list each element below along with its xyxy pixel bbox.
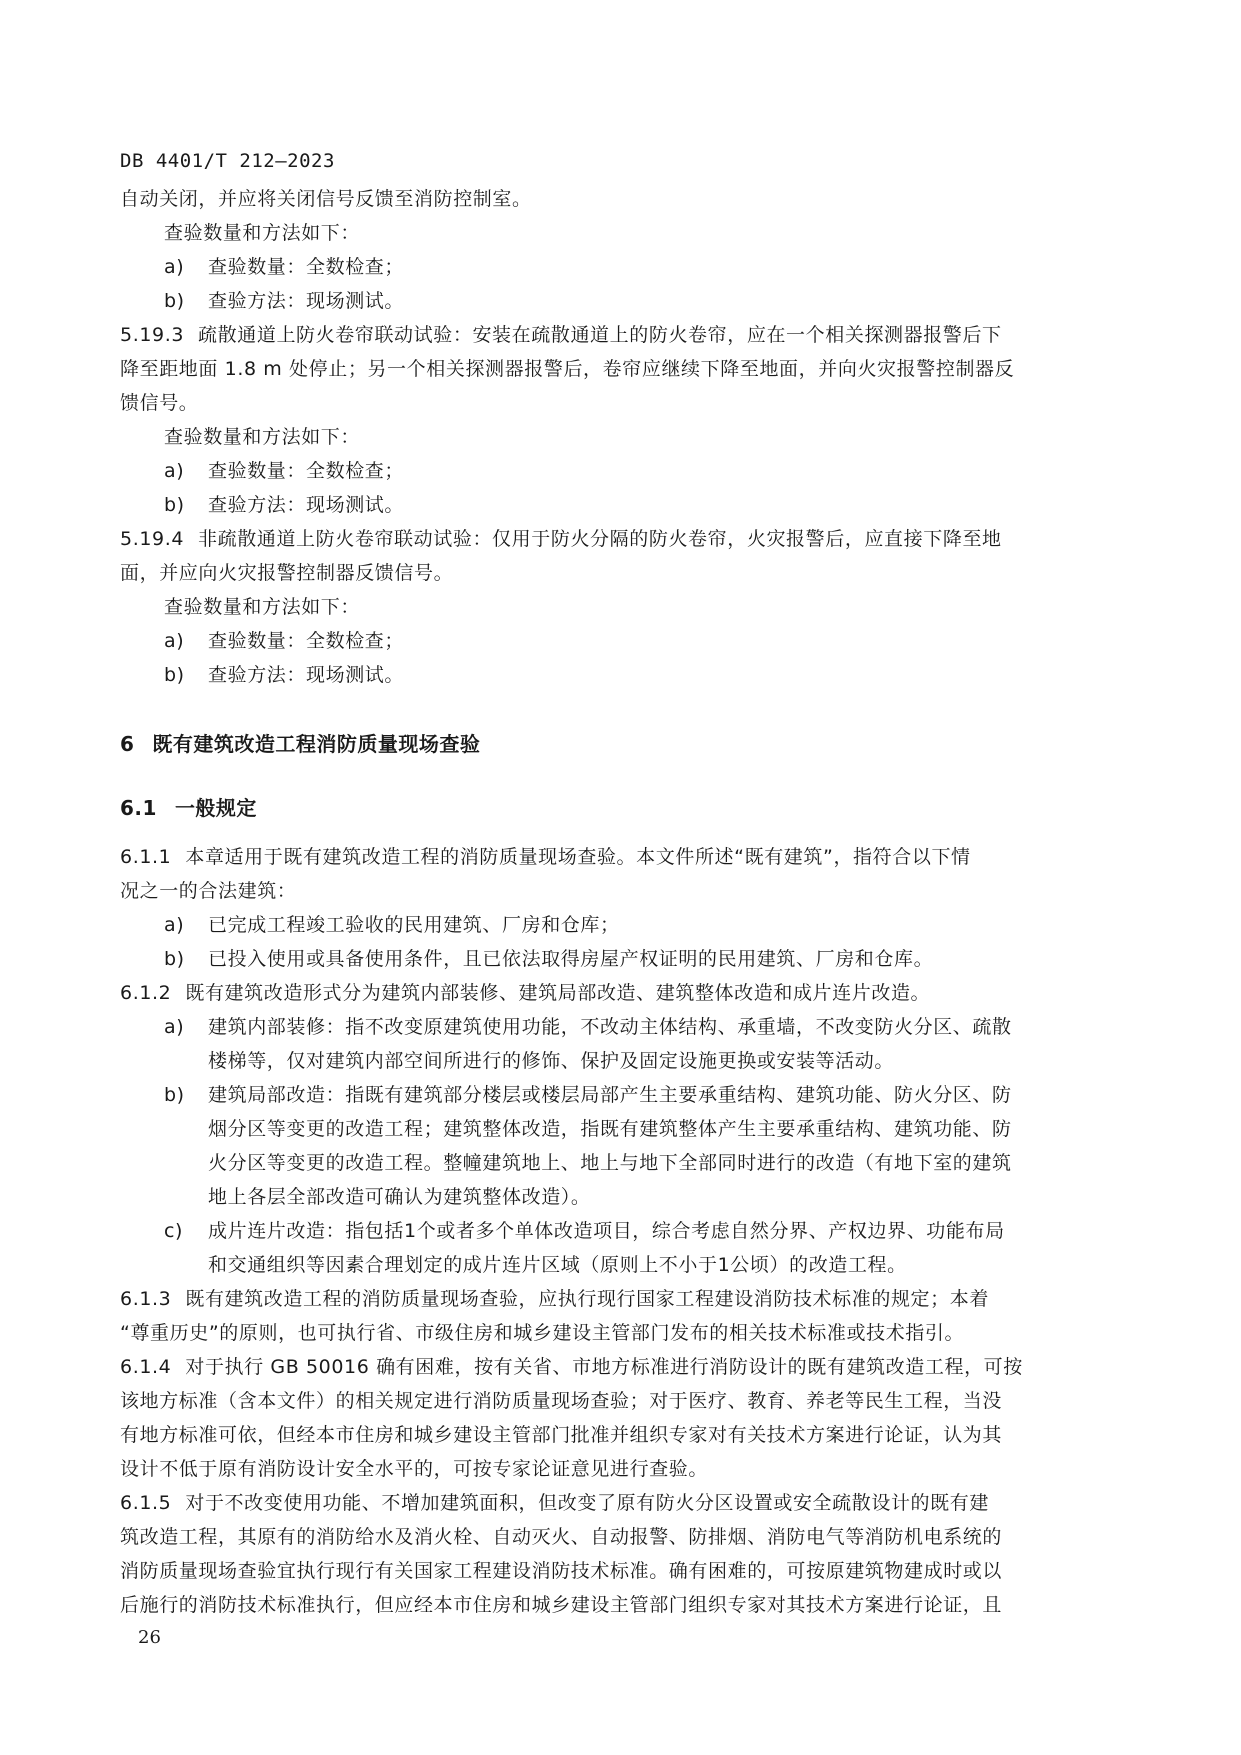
clause-number: 6.1.3 [120, 1288, 172, 1310]
list-item-continuation: 火分区等变更的改造工程。整幢建筑地上、地上与地下全部同时进行的改造（有地下室的建筑 [208, 1152, 1012, 1174]
list-item-continuation: 地上各层全部改造可确认为建筑整体改造）。 [208, 1186, 591, 1208]
clause-line [120, 318, 1120, 352]
list-item-text: 建筑局部改造：指既有建筑部分楼层或楼层局部产生主要承重结构、建筑功能、防火分区、防 [208, 1084, 1012, 1106]
page-number: 26 [138, 1627, 161, 1648]
list-item-continuation: 烟分区等变更的改造工程；建筑整体改造，指既有建筑整体产生主要承重结构、建筑功能、防 [208, 1118, 1012, 1140]
clause-number: 6.1.2 [120, 982, 172, 1004]
paragraph-line: 降至距地面 1.8 m 处停止；另一个相关探测器报警后，卷帘应继续下降至地面，并向火灾报警控制器反 [120, 358, 1015, 380]
list-item [164, 624, 1164, 658]
paragraph-line: 查验数量和方法如下： [164, 426, 361, 448]
paragraph-line: 面，并应向火灾报警控制器反馈信号。 [120, 562, 454, 584]
clause-number: 6.1.1 [120, 846, 172, 868]
paragraph-line: 有地方标准可依，但经本市住房和城乡建设主管部门批准并组织专家对有关技术方案进行论证，认为其 [120, 1424, 1003, 1446]
section-title: 一般规定 [174, 796, 257, 820]
list-marker: b) [164, 664, 185, 686]
list-marker: a) [164, 914, 185, 936]
list-marker: a) [164, 630, 185, 652]
list-item [164, 658, 1164, 692]
list-marker: b) [164, 948, 185, 970]
list-item [164, 1214, 1164, 1248]
list-item-text: 查验方法：现场测试。 [208, 664, 405, 686]
list-item [164, 250, 1164, 284]
list-item-text: 查验数量：全数检查； [208, 630, 405, 652]
clause-line [120, 1282, 1120, 1316]
list-item-text: 查验数量：全数检查； [208, 256, 405, 278]
list-item-text: 查验方法：现场测试。 [208, 494, 405, 516]
list-item [164, 454, 1164, 488]
paragraph-line: 查验数量和方法如下： [164, 222, 361, 244]
clause-line [120, 840, 1120, 874]
clause-text: 对于执行 GB 50016 确有困难，按有关省、市地方标准进行消防设计的既有建筑改造工程，可按 [185, 1356, 1023, 1378]
paragraph-line: 消防质量现场查验宜执行现行有关国家工程建设消防技术标准。确有困难的，可按原建筑物建成时或以 [120, 1560, 1003, 1582]
clause-text: 疏散通道上防火卷帘联动试验：安装在疏散通道上的防火卷帘，应在一个相关探测器报警后下 [198, 324, 1002, 346]
chapter-title: 既有建筑改造工程消防质量现场查验 [152, 732, 481, 756]
clause-line [120, 976, 1120, 1010]
list-item-text: 成片连片改造：指包括1个或者多个单体改造项目，综合考虑自然分界、产权边界、功能布局 [208, 1220, 1005, 1242]
list-item-continuation: 和交通组织等因素合理划定的成片连片区域（原则上不小于1公顷）的改造工程。 [208, 1254, 907, 1276]
list-item-text: 已投入使用或具备使用条件，且已依法取得房屋产权证明的民用建筑、厂房和仓库。 [208, 948, 934, 970]
section-number: 6.1 [120, 796, 157, 820]
chapter-number: 6 [120, 732, 135, 756]
list-marker: b) [164, 290, 185, 312]
clause-line [120, 522, 1120, 556]
paragraph-line: 查验数量和方法如下： [164, 596, 361, 618]
list-item-text: 查验数量：全数检查； [208, 460, 405, 482]
list-item [164, 942, 1164, 976]
clause-line [120, 1350, 1120, 1384]
paragraph-line: 该地方标准（含本文件）的相关规定进行消防质量现场查验；对于医疗、教育、养老等民生工程，当没 [120, 1390, 1003, 1412]
chapter-heading [120, 728, 480, 757]
list-item [164, 1078, 1164, 1112]
list-item-continuation: 楼梯等，仅对建筑内部空间所进行的修饰、保护及固定设施更换或安装等活动。 [208, 1050, 895, 1072]
list-marker: b) [164, 1084, 185, 1106]
list-marker: b) [164, 494, 185, 516]
paragraph-line: 后施行的消防技术标准执行，但应经本市住房和城乡建设主管部门组织专家对其技术方案进行论证，且 [120, 1594, 1003, 1616]
list-marker: a) [164, 460, 185, 482]
clause-number: 5.19.4 [120, 528, 185, 550]
list-item-text: 查验方法：现场测试。 [208, 290, 405, 312]
clause-text: 对于不改变使用功能、不增加建筑面积，但改变了原有防火分区设置或安全疏散设计的既有建 [185, 1492, 989, 1514]
paragraph-line: 况之一的合法建筑： [120, 880, 297, 902]
list-marker: a) [164, 1016, 185, 1038]
paragraph-line: “尊重历史”的原则，也可执行省、市级住房和城乡建设主管部门发布的相关技术标准或技术指引。 [120, 1322, 965, 1344]
list-item-text: 已完成工程竣工验收的民用建筑、厂房和仓库； [208, 914, 620, 936]
section-heading [120, 792, 257, 821]
list-item-text: 建筑内部装修：指不改变原建筑使用功能，不改动主体结构、承重墙，不改变防火分区、疏散 [208, 1016, 1012, 1038]
clause-text: 既有建筑改造工程的消防质量现场查验，应执行现行国家工程建设消防技术标准的规定；本着 [185, 1288, 989, 1310]
paragraph-line: 自动关闭，并应将关闭信号反馈至消防控制室。 [120, 188, 532, 210]
clause-text: 本章适用于既有建筑改造工程的消防质量现场查验。本文件所述“既有建筑”，指符合以下情 [185, 846, 971, 868]
paragraph-line: 筑改造工程，其原有的消防给水及消火栓、自动灭火、自动报警、防排烟、消防电气等消防机电系统的 [120, 1526, 1003, 1548]
list-item [164, 284, 1164, 318]
standard-code: DB 4401/T 212—2023 [120, 150, 335, 172]
list-item [164, 1010, 1164, 1044]
clause-text: 既有建筑改造形式分为建筑内部装修、建筑局部改造、建筑整体改造和成片连片改造。 [185, 982, 931, 1004]
clause-text: 非疏散通道上防火卷帘联动试验：仅用于防火分隔的防火卷帘，火灾报警后，应直接下降至地 [198, 528, 1002, 550]
list-item [164, 908, 1164, 942]
list-item [164, 488, 1164, 522]
clause-number: 6.1.4 [120, 1356, 172, 1378]
clause-number: 5.19.3 [120, 324, 185, 346]
paragraph-line: 馈信号。 [120, 392, 199, 414]
paragraph-line: 设计不低于原有消防设计安全水平的，可按专家论证意见进行查验。 [120, 1458, 709, 1480]
clause-number: 6.1.5 [120, 1492, 172, 1514]
list-marker: a) [164, 256, 185, 278]
clause-line [120, 1486, 1120, 1520]
list-marker: c) [164, 1220, 184, 1242]
